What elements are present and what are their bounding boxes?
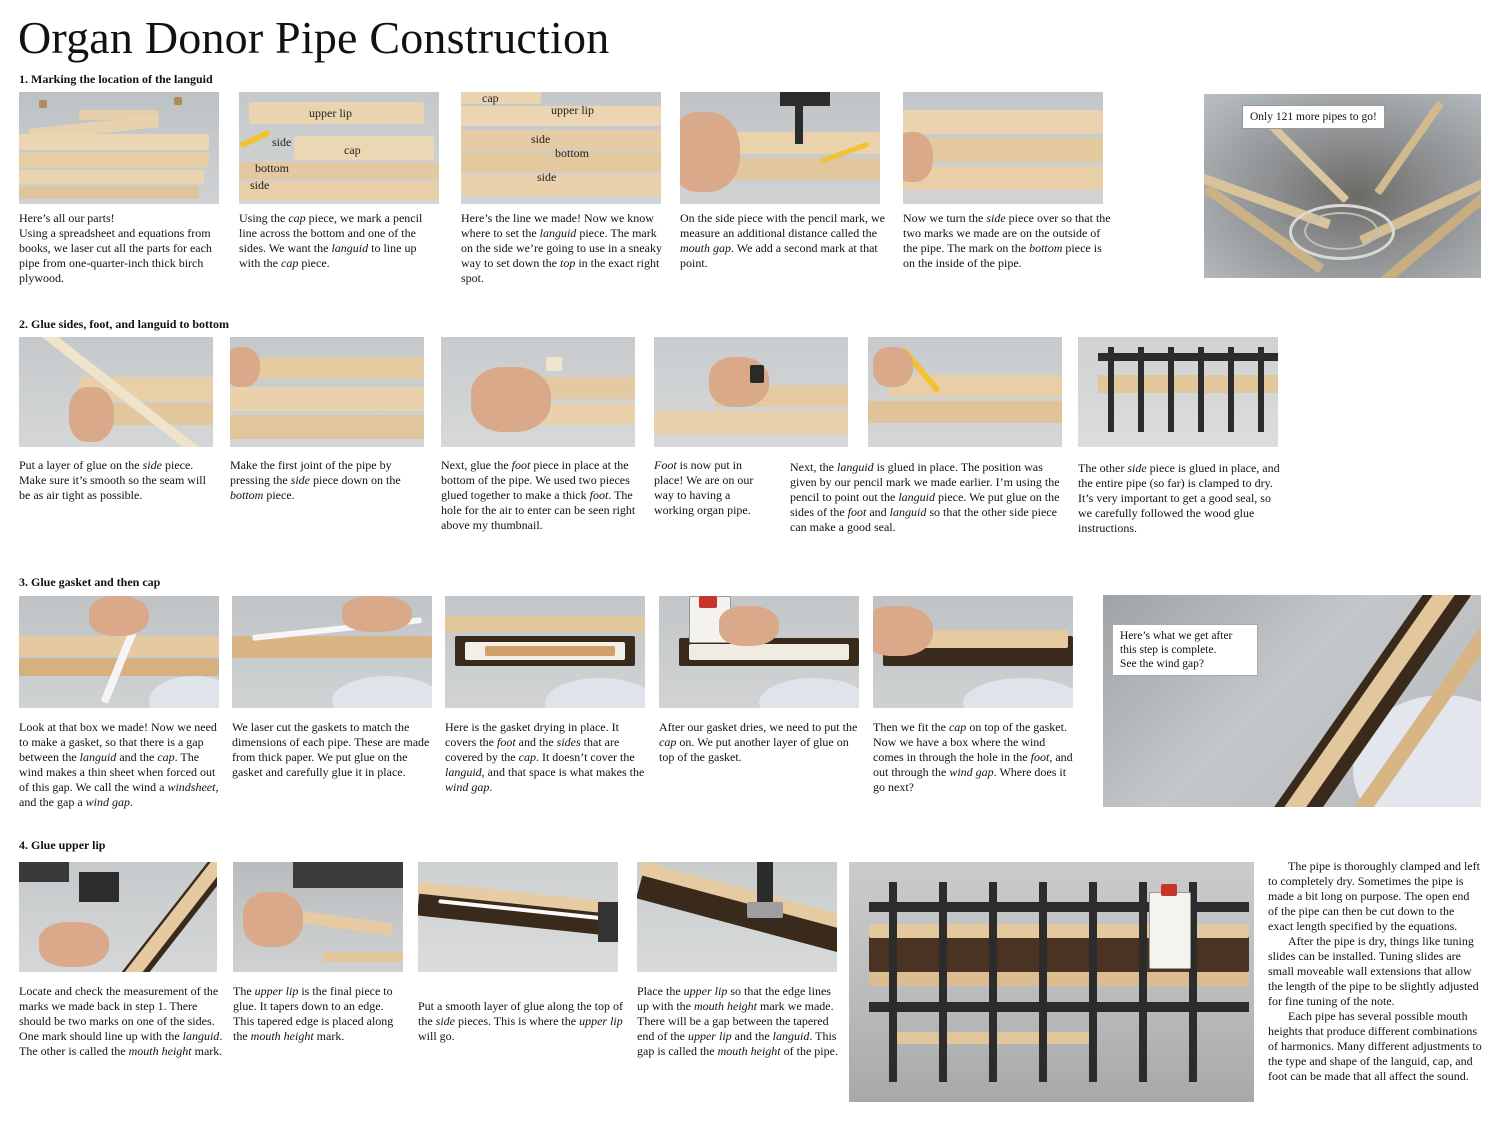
photo-side-flipped	[903, 92, 1103, 204]
photo-glue-side	[19, 337, 213, 447]
plywood-piece	[19, 134, 209, 150]
caption: Place the upper lip so that the edge lines up with the mouth height mark we made. There will be a gap between the tapered end of the upper lip and the languid. This gap is called the mouth height of the pipe.	[637, 984, 838, 1058]
plywood-piece	[19, 170, 204, 184]
photo-final-clamped	[849, 862, 1254, 1102]
photo-check-marks	[19, 862, 217, 972]
closing-paragraph: The pipe is thoroughly clamped and left to completely dry. Sometimes the pipe is made a bit long on purpose. The open end of the pipe can then be cut down to the exact length specified by the equations.	[1268, 859, 1480, 933]
plywood-piece	[294, 136, 434, 160]
section-heading-4: 4. Glue upper lip	[19, 838, 106, 852]
caption: On the side piece with the pencil mark, we measure an additional distance called the mouth gap. We add a second mark at that point.	[680, 211, 885, 270]
label-cap: cap	[482, 92, 499, 105]
caption: The upper lip is the final piece to glue. It tapers down to an edge. This tapered edge is placed along the mouth height mark.	[233, 984, 394, 1043]
caption: Put a layer of glue on the side piece. Make sure it’s smooth so the seam will be as air tight as possible.	[19, 458, 206, 502]
clamp	[1039, 882, 1047, 1082]
foot-piece	[750, 365, 764, 383]
label-bottom: bottom	[555, 146, 590, 160]
label-upper-lip: upper lip	[551, 103, 594, 117]
caption: Next, the languid is glued in place. The position was given by our pencil mark we made earlier. I’m using the pencil to point out the languid piece. We put glue on the sides of the foot and languid so that the other side piece can make a good seal.	[790, 460, 1060, 534]
page-title: Organ Donor Pipe Construction	[18, 12, 610, 63]
closing-paragraph: Each pipe has several possible mouth heights that produce different combinations of harmonics. Many different adjustments to the type and shape of the languid, cap, and foot can be made that all affect the sound.	[1268, 1009, 1482, 1083]
caption: Here’s the line we made! Now we know where to set the languid piece. The mark on the side we’re going to use in a sneaky way to set down the top in the exact right spot.	[461, 211, 662, 285]
photo-foot-placed	[654, 337, 848, 447]
label-upper-lip: upper lip	[309, 106, 352, 120]
closing-paragraph: After the pipe is dry, things like tuning slides can be installed. Tuning slides are small moveable wall extensions that allow the length of the pipe to be slightly adjusted for fine tuning of the note.	[1268, 934, 1479, 1008]
clamp	[989, 882, 997, 1082]
clamp	[293, 862, 403, 888]
clamp-bar	[869, 1002, 1249, 1012]
photo-parts	[19, 92, 219, 204]
callout-line: See the wind gap?	[1120, 658, 1204, 670]
callout-more-pipes: Only 121 more pipes to go!	[1242, 105, 1385, 129]
caption: Using the cap piece, we mark a pencil line across the bottom and one of the sides. We want the languid to line up with the cap piece.	[239, 211, 423, 270]
plywood-piece	[445, 616, 645, 632]
clamp-bar	[869, 902, 1249, 912]
photo-organ-pipes	[1204, 94, 1481, 278]
hand	[719, 606, 779, 646]
photo-mouth-gap-measure	[680, 92, 880, 204]
caption: Then we fit the cap on top of the gasket. Now we have a box where the wind comes in through the hole in the foot, and out through the wind gap. Where does it go next?	[873, 720, 1073, 794]
clamp-bar	[1098, 353, 1278, 361]
section-heading-2: 2. Glue sides, foot, and languid to bottom	[19, 317, 230, 331]
clamp	[939, 882, 947, 1082]
closing-text	[1268, 859, 1482, 1084]
photo-first-joint	[230, 337, 424, 447]
photo-box-made	[19, 596, 219, 708]
section-heading-1: 1. Marking the location of the languid	[19, 72, 213, 86]
plywood-piece	[1098, 375, 1278, 393]
plywood-piece	[903, 166, 1103, 190]
clamp	[1139, 882, 1147, 1082]
glue-bottle	[1149, 892, 1191, 969]
caption: Next, glue the foot piece in place at the bottom of the pipe. We used two pieces glued together to make a thick foot. The hole for the air to enter can be seen right above my thumbnail.	[441, 458, 636, 532]
hand	[89, 596, 149, 636]
hand	[243, 892, 303, 947]
caption: Now we turn the side piece over so that the two marks we made are on the outside of the pipe. The mark on the bottom piece is on the inside of the pipe.	[903, 211, 1111, 270]
hand	[342, 596, 412, 632]
knee	[963, 678, 1073, 708]
label-cap: cap	[344, 143, 361, 157]
photo-line-made	[461, 92, 661, 204]
hand	[69, 387, 114, 442]
hand	[39, 922, 109, 967]
clamp	[1089, 882, 1097, 1082]
callout-line: this step is complete.	[1120, 644, 1217, 656]
plywood-piece	[230, 387, 424, 411]
plywood-piece	[230, 415, 424, 439]
hand	[873, 606, 933, 656]
knee	[759, 678, 859, 708]
photo-wind-gap	[1103, 595, 1481, 807]
photo-cap-fitted	[873, 596, 1073, 708]
pencil	[239, 130, 271, 149]
photo-cap-marking	[239, 92, 439, 204]
caption: Here is the gasket drying in place. It covers the foot and the sides that are covered by the cap. It doesn’t cover the languid, and that space is what makes the wind gap.	[445, 720, 645, 794]
photo-glue-upper-lip	[418, 862, 618, 972]
caliper	[780, 92, 830, 106]
plywood-piece	[903, 110, 1103, 134]
caption: Look at that box we made! Now we need to make a gasket, so that there is a gap between the languid and the cap. The wind makes a thin sheet when forced out of this gap. We call the wind a windsheet, and the gap a wind gap.	[19, 720, 219, 809]
plywood-piece	[888, 375, 1062, 397]
callout-line: Here’s what we get after	[1120, 630, 1233, 642]
hand	[230, 347, 260, 387]
plywood-piece	[461, 174, 661, 196]
clamp	[79, 872, 119, 902]
label-side: side	[531, 132, 551, 146]
plywood-piece	[19, 152, 209, 168]
knee	[149, 676, 219, 708]
callout-wind-gap	[1112, 624, 1258, 676]
plywood-piece	[903, 138, 1103, 162]
photo-gasket-drying	[445, 596, 645, 708]
languid	[485, 646, 615, 656]
plywood-piece	[39, 100, 47, 108]
photo-place-upper-lip	[637, 862, 837, 972]
hand	[873, 347, 913, 387]
pipe-ring	[1304, 212, 1378, 250]
hand	[471, 367, 551, 432]
plywood-piece	[654, 411, 848, 435]
photo-clamped-drying	[1078, 337, 1278, 447]
label-side: side	[537, 170, 557, 184]
caption: Put a smooth layer of glue along the top of the side pieces. This is where the upper lip will go.	[418, 999, 623, 1043]
glue-bottle-cap	[1161, 884, 1177, 896]
clamp	[889, 882, 897, 1082]
label-side: side	[250, 178, 270, 192]
caption: After our gasket dries, we need to put the cap on. We put another layer of glue on top of the gasket.	[659, 720, 858, 764]
clamp-pad	[747, 902, 783, 918]
knee	[545, 678, 645, 708]
gasket	[689, 644, 849, 660]
plywood-piece	[461, 92, 541, 104]
plywood-piece	[250, 357, 424, 379]
photo-upper-lip-piece	[233, 862, 403, 972]
clamp	[19, 862, 69, 882]
glue-bottle-cap	[699, 596, 717, 608]
clamp	[598, 902, 618, 942]
caption: Foot is now put in place! We are on our way to having a working organ pipe.	[654, 458, 754, 517]
plywood-piece	[323, 952, 403, 962]
caption: The other side piece is glued in place, and the entire pipe (so far) is clamped to dry. It’s very important to get a good seal, so we carefully followed the wood glue instructions.	[1078, 461, 1280, 535]
caption: Make the first joint of the pipe by pressing the side piece down on the bottom piece.	[230, 458, 401, 502]
foot-piece	[546, 357, 562, 371]
label-side: side	[272, 135, 292, 149]
knee	[332, 676, 432, 708]
photo-glue-foot	[441, 337, 635, 447]
plywood-piece	[868, 401, 1062, 423]
plywood-piece	[19, 186, 199, 199]
caption: Locate and check the measurement of the marks we made back in step 1. There should be two marks on one of the sides. One mark should line up with the languid. The other is called the mouth height mark.	[19, 984, 223, 1058]
photo-gasket-cut	[232, 596, 432, 708]
label-bottom: bottom	[255, 161, 290, 175]
caliper	[795, 102, 803, 144]
plywood-piece	[174, 97, 182, 105]
photo-glue-on-gasket	[659, 596, 859, 708]
caption: Here’s all our parts! Using a spreadsheet and equations from books, we laser cut all the parts for each pipe from one-quarter-inch thick birch plywood.	[19, 211, 212, 285]
section-heading-3: 3. Glue gasket and then cap	[19, 575, 161, 589]
hand	[680, 112, 740, 192]
caption: We laser cut the gaskets to match the dimensions of each pipe. These are made from thick paper. We put glue on the gasket and carefully glue it in place.	[232, 720, 430, 779]
photo-languid-glued	[868, 337, 1062, 447]
